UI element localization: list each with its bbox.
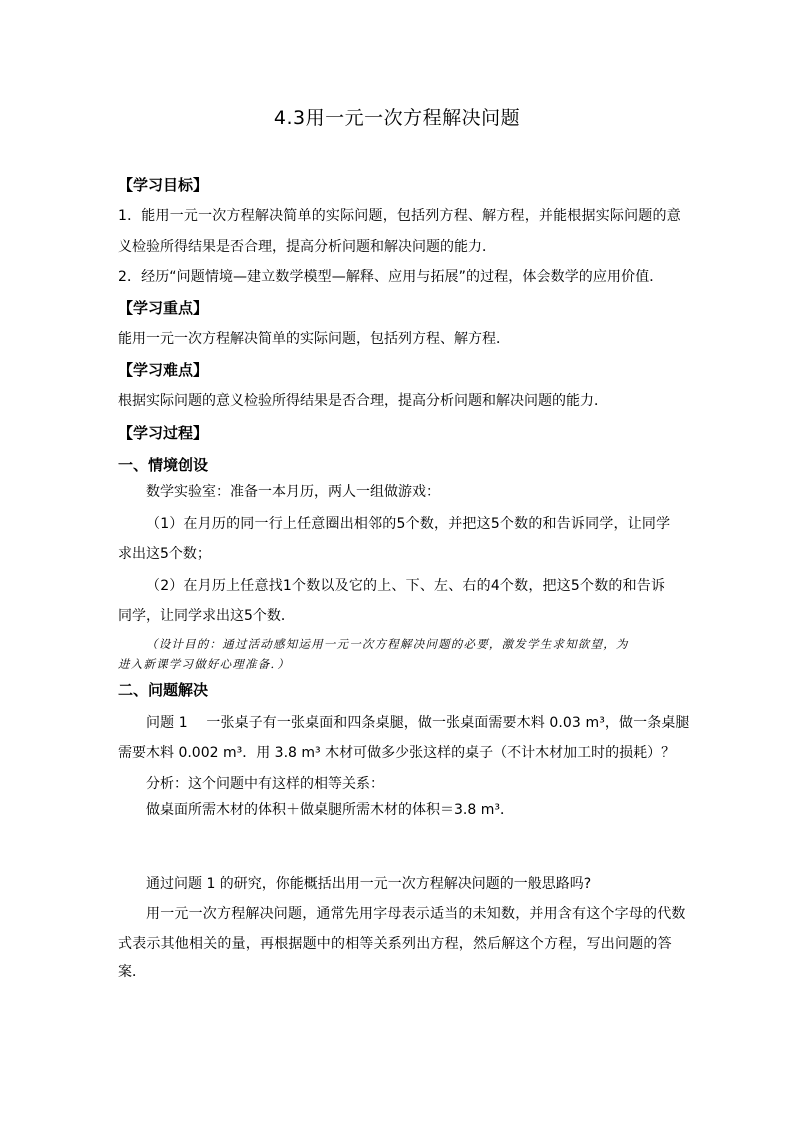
page-title: 4.3用一元一次方程解决问题 [273, 107, 521, 129]
difficulties-text: 根据实际问题的意义检验所得结果是否合理，提高分析问题和解决问题的能力． [118, 393, 608, 409]
section-1-item-2-line-2: 同学，让同学求出这5个数． [118, 608, 295, 624]
section-1-item-1-line-1: （1）在月历的同一行上任意圈出相邻的5个数，并把这5个数的和告诉同学，让同学 [146, 516, 671, 532]
section-1-item-2-line-1: （2）在月历上任意找1个数以及它的上、下、左、右的4个数，把这5个数的和告诉 [146, 578, 666, 594]
summary-line-3: 案． [118, 964, 146, 980]
objective-1-line-1: 1．能用一元一次方程解决简单的实际问题，包括列方程、解方程，并能根据实际问题的意 [118, 208, 681, 224]
equality-relation: 做桌面所需木材的体积＋做桌腿所需木材的体积＝3.8 m³． [146, 802, 514, 818]
objective-2: 2．经历“问题情境—建立数学模型—解释、应用与拓展”的过程，体会数学的应用价值． [118, 269, 664, 285]
objective-1-line-2: 义检验所得结果是否合理，提高分析问题和解决问题的能力． [118, 239, 496, 255]
problem-1-line-2: 需要木料 0.002 m³．用 3.8 m³ 木材可做多少张这样的桌子（不计木材加工时的损耗）？ [118, 745, 676, 761]
key-points-text: 能用一元一次方程解决简单的实际问题，包括列方程、解方程． [118, 331, 510, 347]
analysis-text: 分析：这个问题中有这样的相等关系： [146, 776, 384, 792]
objectives-heading: 【学习目标】 [118, 176, 209, 194]
key-points-heading: 【学习重点】 [118, 299, 209, 317]
section-1-heading: 一、情境创设 [118, 456, 209, 474]
general-approach-question: 通过问题 1 的研究，你能概括出用一元一次方程解决问题的一般思路吗? [146, 876, 592, 892]
process-heading: 【学习过程】 [118, 424, 209, 442]
design-note-line-2: 进入新课学习做好心理准备．） [118, 657, 291, 671]
section-2-heading: 二、问题解决 [118, 681, 209, 699]
design-note-line-1: （设计目的：通过活动感知运用一元一次方程解决问题的必要，激发学生求知欲望，为 [146, 637, 629, 651]
section-1-item-1-line-2: 求出这5个数； [118, 546, 211, 562]
problem-1-line-1: 问题 1 一张桌子有一张桌面和四条桌腿，做一张桌面需要木料 0.03 m³，做一条桌腿 [146, 715, 690, 731]
summary-line-1: 用一元一次方程解决问题，通常先用字母表示适当的未知数，并用含有这个字母的代数 [146, 906, 686, 922]
summary-line-2: 式表示其他相关的量，再根据题中的相等关系列出方程，然后解这个方程，写出问题的答 [118, 936, 672, 952]
section-1-intro: 数学实验室：准备一本月历，两人一组做游戏： [146, 484, 440, 500]
difficulties-heading: 【学习难点】 [118, 361, 209, 379]
